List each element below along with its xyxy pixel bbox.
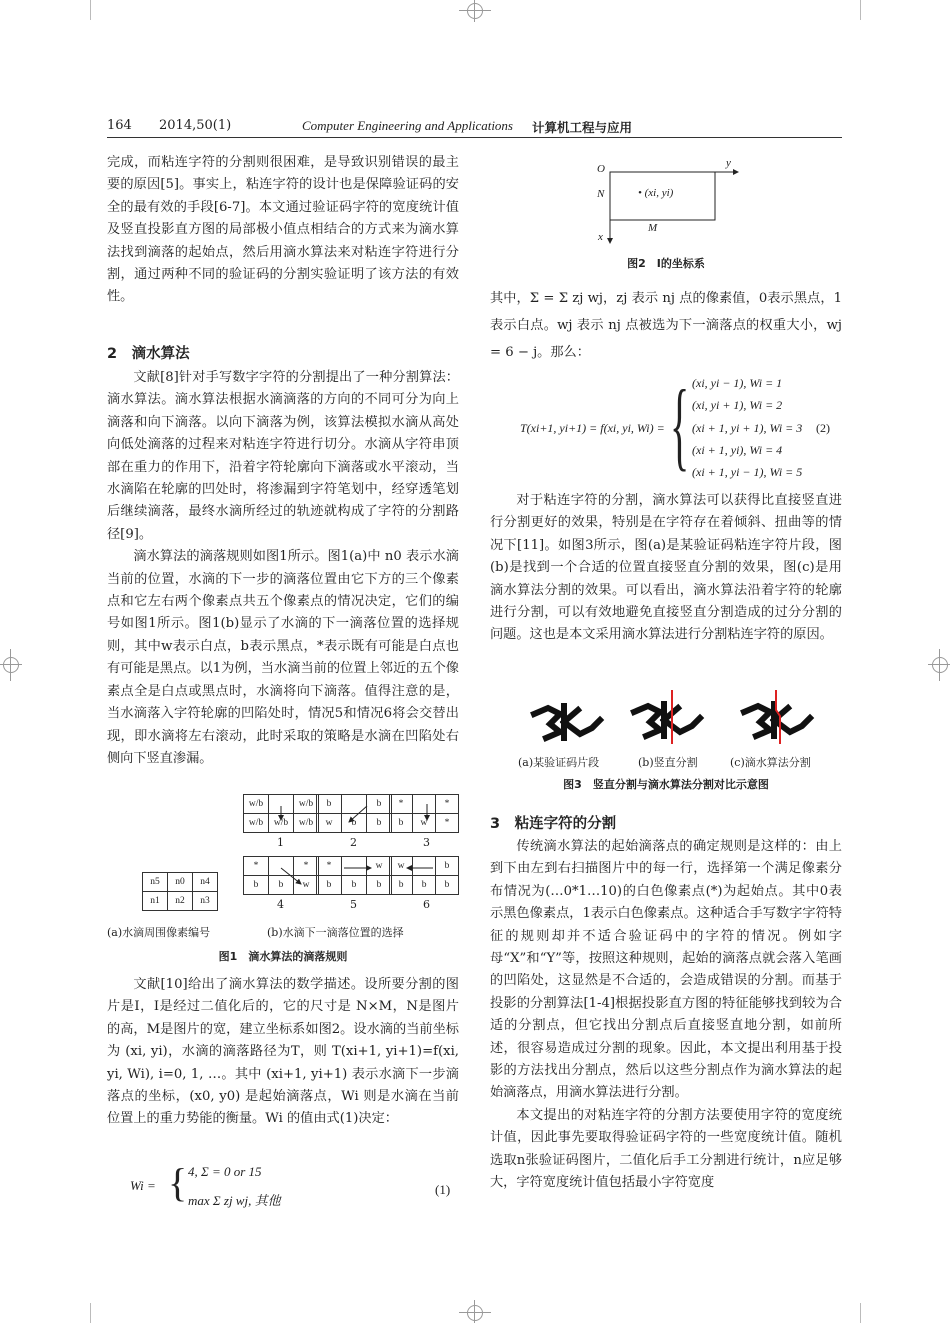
sec2-paragraph-1: 文献[8]针对手写数字字符的分割提出了一种分割算法：滴水算法。滴水算法根据水滴滴落的方向的不同可分为向上滴落和向下滴落。以向下滴落为例，该算法模拟水滴从高处向低处滴落的过程来对粘连字符进行切分。水滴从字符串顶部在重力的作用下，沿着字符轮廓向下滴落或水平滚动，当水滴陷在轮廓的凹处时，将渗漏到字符笔划中，经穿透笔划后继续滴落，最终水滴所经过的轨迹就构成了字符的分割路径[9]。 <box>107 370 459 542</box>
registration-mark-right <box>928 645 950 685</box>
grid-cell: n5 <box>143 873 168 892</box>
grid-cell: b <box>317 876 342 895</box>
figure-1 <box>107 792 459 967</box>
eq2-case-3: (xi + 1, yi + 1), Wi = 3 <box>692 421 803 435</box>
fig3-caption-c: (c)滴水算法分割 <box>730 756 811 769</box>
fig2-point: • (xi, yi) <box>638 187 674 199</box>
arrow-rule-4 <box>281 868 301 884</box>
eq2-case-2: (xi, yi + 1), Wi = 2 <box>692 398 783 412</box>
grid-cell: w <box>367 857 392 876</box>
eq2-case-4: (xi + 1, yi), Wi = 4 <box>692 443 783 457</box>
fig1-title: 图1 滴水算法的滴落规则 <box>218 950 348 963</box>
captcha-stroke <box>534 706 600 738</box>
registration-mark-bottom <box>455 1300 495 1323</box>
fig1-caption-b: (b)水滴下一滴落位置的选择 <box>267 926 404 939</box>
intro-paragraph: 完成，而粘连字符的分割则很困难，是导致识别错误的最主要的原因[5]。事实上，粘连字符的设计也是保障验证码的安全的最有效的手段[6-7]。本文通过验证码字符的宽度统计值及竖直投影直方图的局部极小值点相结合的方式来为滴水算法找到滴落的起始点，然后用滴水算法来对粘连字符进行分割，通过两种不同的验证码的分割实验证明了该方法的有效性。 <box>107 155 459 305</box>
fig2-title: 图2 I的坐标系 <box>627 257 705 270</box>
figure-2 <box>490 155 842 275</box>
grid-cell: b <box>317 795 342 814</box>
journal-title-en: Computer Engineering and Applications <box>302 118 513 133</box>
rule-label-5: 5 <box>350 898 357 911</box>
grid-cell: * <box>317 857 342 876</box>
eq2-brace: { <box>670 369 690 480</box>
grid-cell: w <box>390 857 413 876</box>
right-column-top <box>490 285 842 366</box>
crop-line-bottom-right <box>860 1303 861 1323</box>
rule-label-3: 3 <box>423 836 430 849</box>
rule-label-4: 4 <box>277 898 284 911</box>
grid-cell: b <box>367 795 392 814</box>
captcha-stroke <box>634 704 700 736</box>
crop-line-bottom-left <box>90 1303 91 1323</box>
eq1-case-1: 4, Σ = 0 or 15 <box>188 1164 262 1179</box>
fig2-y-label: y <box>726 157 731 169</box>
sec2-paragraph-3: 文献[10]给出了滴水算法的数学描述。设所要分割的图片是I，I是经过二值化后的，它的尺寸是 N×M，N是图片的高，M是图片的宽，建立坐标系如图2。设水滴的当前坐标为 (xi, yi)，水滴的滴落路径为T，则 T(xi+1, yi+1)=f(xi, yi, Wi), i=0, 1, …。其中 (xi+1, yi+1) 表示水滴下一步滴落点的坐标，(x0, y0) 是起始滴落点，Wi 则是水滴在当前位置上的重力势能的衡量。Wi 的值由式(1)决定： <box>107 977 459 1127</box>
registration-mark-left <box>0 645 22 685</box>
grid-cell: * <box>244 857 269 876</box>
grid-cell: * <box>436 795 459 814</box>
grid-cell: b <box>436 876 459 895</box>
fig1-grid-a <box>142 872 218 911</box>
sec2-paragraph-2: 滴水算法的滴落规则如图1所示。图1(a)中 n0 表示水滴当前的位置，水滴的下一步的滴落位置由它下方的三个像素点和它左右两个像素点共五个像素点的情况决定，它们的编号如图1所示。图1(b)显示了水滴的下一滴落位置的选择规则，其中w表示白点，b表示黑点，*表示既有可能是白点也有可能是黑点。以1为例，当水滴当前的位置上邻近的五个像素点全是白点或黑点时，水滴将向下滴落。值得注意的是，当水滴落入字符轮廓的凹陷处时，情况5和情况6将会交替出现，即水滴将左右滚动，此时采取的策略是水滴在凹陷处右侧向下竖直渗漏。 <box>107 549 459 766</box>
grid-cell: * <box>436 814 459 833</box>
eq1-case-2: max Σ zj wj, 其他 <box>188 1193 281 1208</box>
fig1-arrows <box>243 794 473 904</box>
grid-cell: * <box>294 857 319 876</box>
journal-title-cn: 计算机工程与应用 <box>532 120 633 135</box>
grid-cell: b <box>367 814 392 833</box>
equation-2 <box>520 369 842 486</box>
grid-cell: w/b <box>244 814 269 833</box>
left-column-sec2 <box>107 367 459 770</box>
fig3-captcha-a <box>530 698 606 744</box>
eq2-case-1: (xi, yi − 1), Wi = 1 <box>692 376 783 390</box>
grid-cell: * <box>390 795 413 814</box>
grid-cell: n1 <box>143 892 168 911</box>
grid-cell: b <box>244 876 269 895</box>
eq2-case-5: (xi + 1, yi − 1), Wi = 5 <box>692 465 803 479</box>
issue-info: 2014,50(1) <box>159 118 232 133</box>
fig3-captcha-c <box>740 690 816 744</box>
grid-cell: b <box>367 876 392 895</box>
grid-cell: b <box>342 814 367 833</box>
grid-cell: b <box>436 857 459 876</box>
grid-cell: b <box>390 876 413 895</box>
arrow-rule-2 <box>349 806 367 822</box>
rule-label-1: 1 <box>277 836 284 849</box>
rule-label-6: 6 <box>423 898 430 911</box>
section-2-title: 2 滴水算法 <box>107 346 190 362</box>
grid-cell: b <box>390 814 413 833</box>
grid-cell: n3 <box>193 892 218 911</box>
grid-cell: n4 <box>193 873 218 892</box>
fig2-n-label: N <box>597 188 605 200</box>
sec3-paragraph-2: 本文提出的对粘连字符的分割方法要使用字符的宽度统计值，因此事先要取得验证码字符的一些宽度统计值。随机选取n张验证码图片，二值化后手工分割进行统计，n应足够大，字符宽度统计值包括最小字符宽度 <box>490 1107 842 1191</box>
grid-cell: n2 <box>168 892 193 911</box>
grid-cell: w <box>317 814 342 833</box>
page-number: 164 <box>107 118 132 133</box>
grid-cell: b <box>342 876 367 895</box>
grid-cell: b <box>413 876 436 895</box>
crop-line-top-left <box>90 0 91 20</box>
fig1-caption-a: (a)水滴周围像素编号 <box>107 926 211 939</box>
fig3-caption-b: (b)竖直分割 <box>638 756 698 769</box>
grid-cell: w <box>294 876 319 895</box>
eq2-number: (2) <box>816 421 830 435</box>
eq1-brace: { <box>168 1160 188 1205</box>
fig2-m-label: M <box>648 222 658 234</box>
header-rule <box>107 137 842 138</box>
fig2-origin: O <box>597 163 605 175</box>
right-column-mid <box>490 490 842 647</box>
grid-cell: w/b <box>269 814 294 833</box>
grid-cell: b <box>269 876 294 895</box>
grid-cell: w <box>412 814 435 833</box>
right-paragraph-2: 对于粘连字符的分割，滴水算法可以获得比直接竖直进行分割更好的效果，特别是在字符存在着倾斜、扭曲等的情况下[11]。如图3所示，图(a)是某验证码粘连字符片段，图(b)是找到一个合适的位置直接竖直分割的效果，图(c)是用滴水算法分割的效果。可以看出，滴水算法沿着字符的轮廓进行分割，可以有效地避免直接竖直分割造成的过分分割的问题。这也是本文采用滴水算法进行分割粘连字符的原因。 <box>490 493 842 643</box>
crop-line-top-right <box>860 0 861 20</box>
grid-cell: w/b <box>294 795 319 814</box>
eq1-number: (1) <box>435 1182 451 1197</box>
registration-mark-top <box>455 0 495 22</box>
eq2-lhs: T(xi+1, yi+1) = f(xi, yi, Wi) = <box>520 421 665 435</box>
grid-cell: w/b <box>244 795 269 814</box>
figure-3 <box>490 690 842 800</box>
left-column-top <box>107 152 459 309</box>
fig3-captcha-b <box>630 690 706 744</box>
rule-label-2: 2 <box>350 836 357 849</box>
eq1-lhs: Wi = <box>130 1178 156 1193</box>
grid-cell: n0 <box>168 873 193 892</box>
right-paragraph-1: 其中，Σ = Σ zj wj，zj 表示 nj 点的像素值，0表示黑点，1表示白点。wj 表示 nj 点被选为下一滴落点的权重大小，wj = 6 − j。那么： <box>490 291 842 360</box>
fig3-title: 图3 竖直分割与滴水算法分割对比示意图 <box>563 778 769 791</box>
fig2-x-label: x <box>598 231 603 243</box>
equation-1 <box>130 1162 460 1212</box>
section-3-title: 3 粘连字符的分割 <box>490 816 617 832</box>
fig3-caption-a: (a)某验证码片段 <box>518 756 600 769</box>
left-column-sec2-cont <box>107 974 459 1131</box>
right-column-sec3 <box>490 836 842 1195</box>
sec3-paragraph-1: 传统滴水算法的起始滴落点的确定规则是这样的：由上到下由左到右扫描图片中的每一行，选择第一个满足像素分布情况为(…0*1…10)的白色像素点(*)为起始点。其中0表示黑色像素点，1表示白色像素点。这种适合手写数字字符特征的规则却并不适合验证码中的字符的情况。例如字母“X”和“Y”等，按照这种规则，起始的滴落点就会落入笔画的凹陷处，这显然是不合适的，会造成错误的分割。而基于投影的分割算法[1-4]根据投影直方图的特征能够找到较为合适的分割点，但它找出分割点后直接竖直地分割，如前所述，很容易造成过分割的现象。因此，本文提出利用基于投影的方法找出分割点，然后以这些分割点作为滴水算法的起始滴落点，用滴水算法进行分割。 <box>490 839 842 1101</box>
grid-cell: w/b <box>294 814 319 833</box>
fig2-axes <box>490 155 842 250</box>
